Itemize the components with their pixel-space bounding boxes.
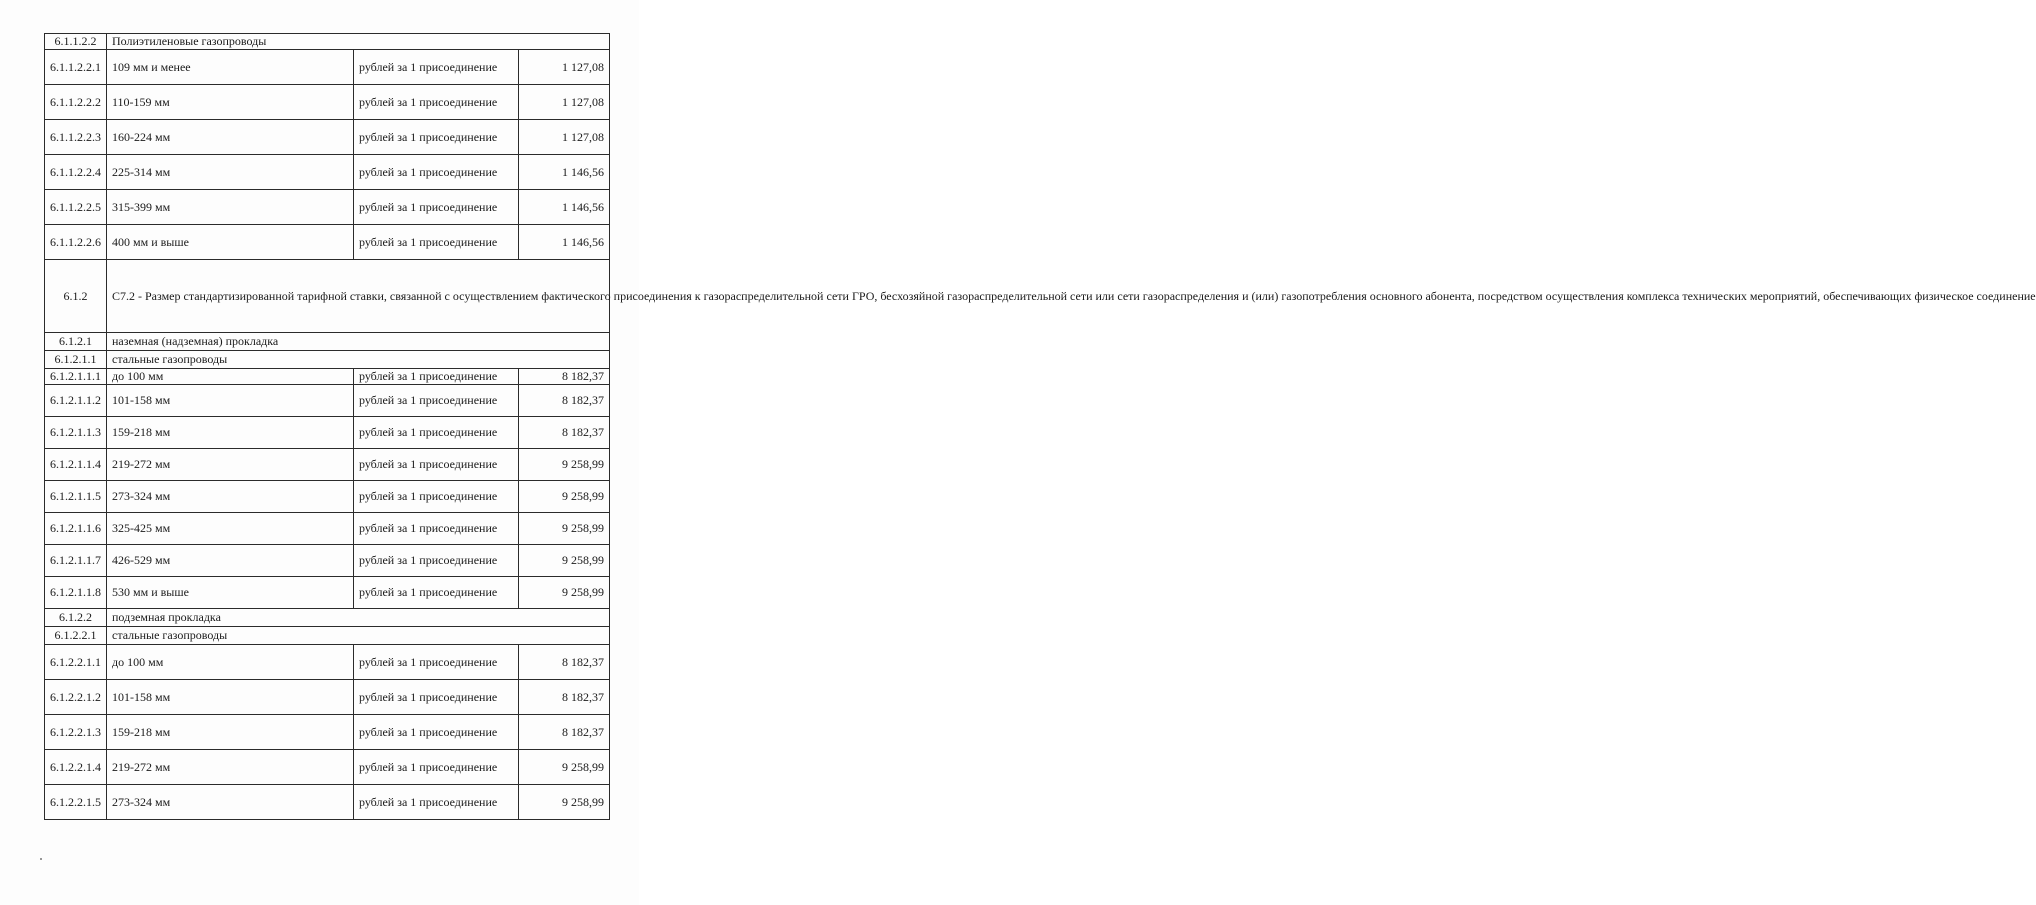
- row-code: 6.1.2.1.1.2: [45, 385, 107, 417]
- row-unit: рублей за 1 присоединение: [354, 85, 519, 120]
- row-value: 8 182,37: [519, 645, 610, 680]
- row-value: 9 258,99: [519, 577, 610, 609]
- section-code: 6.1.1.2.2: [45, 34, 107, 50]
- row-unit: рублей за 1 присоединение: [354, 715, 519, 750]
- section-code: 6.1.2: [45, 260, 107, 333]
- row-name: 101-158 мм: [107, 385, 354, 417]
- row-name: до 100 мм: [107, 645, 354, 680]
- row-code: 6.1.2.1.1.6: [45, 513, 107, 545]
- row-unit: рублей за 1 присоединение: [354, 369, 519, 385]
- row-name: 219-272 мм: [107, 750, 354, 785]
- row-unit: рублей за 1 присоединение: [354, 545, 519, 577]
- row-code: 6.1.1.2.2.2: [45, 85, 107, 120]
- row-value: 8 182,37: [519, 369, 610, 385]
- row-code: 6.1.2.2.1.1: [45, 645, 107, 680]
- row-name: 315-399 мм: [107, 190, 354, 225]
- section-row: [45, 260, 610, 333]
- row-code: 6.1.1.2.2.6: [45, 225, 107, 260]
- row-value: 1 127,08: [519, 120, 610, 155]
- row-unit: рублей за 1 присоединение: [354, 513, 519, 545]
- row-value: 9 258,99: [519, 545, 610, 577]
- table-row: [45, 680, 610, 715]
- row-value: 8 182,37: [519, 715, 610, 750]
- row-unit: рублей за 1 присоединение: [354, 50, 519, 85]
- table-row: [45, 85, 610, 120]
- table-row: [45, 750, 610, 785]
- section-row: [45, 627, 610, 645]
- row-name: до 100 мм: [107, 369, 354, 385]
- section-code: 6.1.2.2: [45, 609, 107, 627]
- section-code: 6.1.2.1.1: [45, 351, 107, 369]
- section-row: [45, 609, 610, 627]
- row-unit: рублей за 1 присоединение: [354, 120, 519, 155]
- row-name: 101-158 мм: [107, 680, 354, 715]
- row-value: 9 258,99: [519, 750, 610, 785]
- row-unit: рублей за 1 присоединение: [354, 190, 519, 225]
- row-value: 9 258,99: [519, 785, 610, 820]
- row-code: 6.1.2.1.1.3: [45, 417, 107, 449]
- table-row: [45, 545, 610, 577]
- table-row: [45, 120, 610, 155]
- section-title: стальные газопроводы: [107, 351, 610, 369]
- table-row: [45, 369, 610, 385]
- row-unit: рублей за 1 присоединение: [354, 225, 519, 260]
- row-value: 9 258,99: [519, 449, 610, 481]
- row-unit: рублей за 1 присоединение: [354, 155, 519, 190]
- row-name: 110-159 мм: [107, 85, 354, 120]
- row-unit: рублей за 1 присоединение: [354, 417, 519, 449]
- row-name: 325-425 мм: [107, 513, 354, 545]
- row-value: 1 127,08: [519, 50, 610, 85]
- table-row: [45, 481, 610, 513]
- row-name: 159-218 мм: [107, 715, 354, 750]
- row-code: 6.1.1.2.2.5: [45, 190, 107, 225]
- row-code: 6.1.2.1.1.7: [45, 545, 107, 577]
- row-code: 6.1.2.2.1.2: [45, 680, 107, 715]
- row-unit: рублей за 1 присоединение: [354, 785, 519, 820]
- row-value: 1 127,08: [519, 85, 610, 120]
- row-value: 8 182,37: [519, 680, 610, 715]
- table-row: [45, 190, 610, 225]
- row-code: 6.1.2.1.1.8: [45, 577, 107, 609]
- row-name: 219-272 мм: [107, 449, 354, 481]
- row-code: 6.1.1.2.2.1: [45, 50, 107, 85]
- tariff-table: [44, 33, 2036, 820]
- row-value: 9 258,99: [519, 481, 610, 513]
- row-name: 426-529 мм: [107, 545, 354, 577]
- table-row: [45, 50, 610, 85]
- table-row: [45, 645, 610, 680]
- table-row: [45, 417, 610, 449]
- row-name: 109 мм и менее: [107, 50, 354, 85]
- row-code: 6.1.1.2.2.3: [45, 120, 107, 155]
- table-row: [45, 155, 610, 190]
- table-row: [45, 785, 610, 820]
- row-unit: рублей за 1 присоединение: [354, 645, 519, 680]
- row-value: 1 146,56: [519, 190, 610, 225]
- row-code: 6.1.2.1.1.4: [45, 449, 107, 481]
- row-name: 160-224 мм: [107, 120, 354, 155]
- section-row: [45, 333, 610, 351]
- section-title: подземная прокладка: [107, 609, 610, 627]
- row-value: 9 258,99: [519, 513, 610, 545]
- row-name: 400 мм и выше: [107, 225, 354, 260]
- row-code: 6.1.2.1.1.1: [45, 369, 107, 385]
- row-value: 8 182,37: [519, 417, 610, 449]
- section-title: Полиэтиленовые газопроводы: [107, 34, 610, 50]
- row-unit: рублей за 1 присоединение: [354, 449, 519, 481]
- section-code: 6.1.2.2.1: [45, 627, 107, 645]
- row-name: 530 мм и выше: [107, 577, 354, 609]
- table-row: [45, 225, 610, 260]
- table-row: [45, 385, 610, 417]
- table-row: [45, 715, 610, 750]
- row-value: 8 182,37: [519, 385, 610, 417]
- table-row: [45, 513, 610, 545]
- row-value: 1 146,56: [519, 155, 610, 190]
- row-code: 6.1.2.2.1.3: [45, 715, 107, 750]
- row-unit: рублей за 1 присоединение: [354, 577, 519, 609]
- row-name: 273-324 мм: [107, 785, 354, 820]
- scan-speck: [40, 858, 42, 860]
- row-unit: рублей за 1 присоединение: [354, 385, 519, 417]
- table-row: [45, 449, 610, 481]
- row-code: 6.1.2.2.1.5: [45, 785, 107, 820]
- row-code: 6.1.1.2.2.4: [45, 155, 107, 190]
- row-name: 225-314 мм: [107, 155, 354, 190]
- section-title: наземная (надземная) прокладка: [107, 333, 610, 351]
- row-name: 273-324 мм: [107, 481, 354, 513]
- row-unit: рублей за 1 присоединение: [354, 481, 519, 513]
- section-row: [45, 34, 610, 50]
- section-row: [45, 351, 610, 369]
- row-code: 6.1.2.2.1.4: [45, 750, 107, 785]
- section-title: стальные газопроводы: [107, 627, 610, 645]
- table-row: [45, 577, 610, 609]
- row-name: 159-218 мм: [107, 417, 354, 449]
- section-description: С7.2 - Размер стандартизированной тарифной ставки, связанной с осуществлением фактического присоединения к газораспределительной сети ГРО, бесхозяйной газораспределительной сети или сети газораспределения и (или) газопотребления основного абонента, посредством осуществления комплекса технических мероприятий, обеспечивающих физическое соединение: [107, 260, 610, 333]
- row-unit: рублей за 1 присоединение: [354, 680, 519, 715]
- section-code: 6.1.2.1: [45, 333, 107, 351]
- row-value: 1 146,56: [519, 225, 610, 260]
- row-unit: рублей за 1 присоединение: [354, 750, 519, 785]
- row-code: 6.1.2.1.1.5: [45, 481, 107, 513]
